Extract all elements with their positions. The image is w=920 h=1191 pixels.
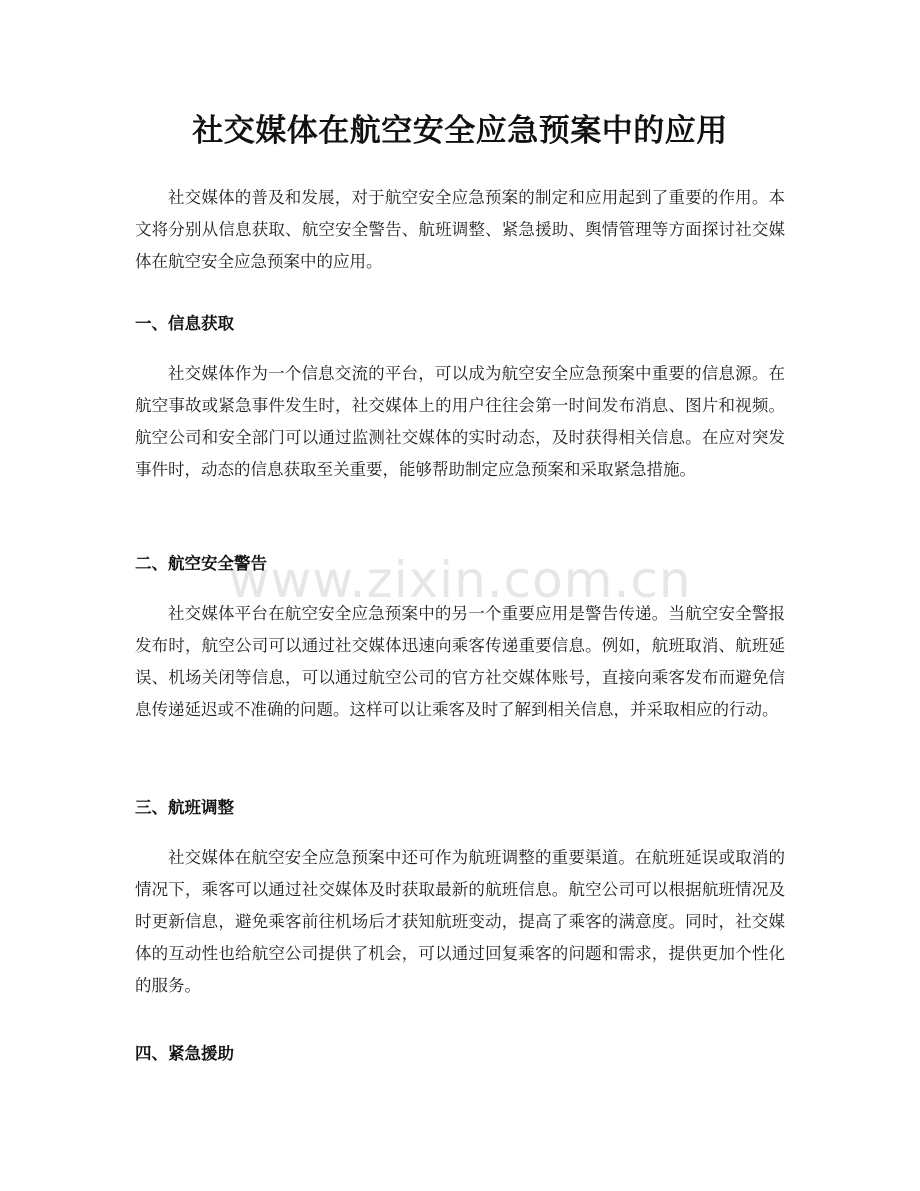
section-heading-flight-adjustment: 三、航班调整 [135, 798, 234, 817]
document-title: 社交媒体在航空安全应急预案中的应用 [192, 113, 728, 149]
section-body-safety-warning: 社交媒体平台在航空安全应急预案中的另一个重要应用是警告传递。当航空安全警报发布时，航空公司可以通过社交媒体迅速向乘客传递重要信息。例如，航班取消、航班延误、机场关闭等信息，可以通过航空公司的官方社交媒体账号，直接向乘客发布而避免信息传递延迟或不准确的问题。这样可以让乘客及时了解到相关信息，并采取相应的行动。 [135, 604, 785, 719]
intro-paragraph: 社交媒体的普及和发展，对于航空安全应急预案的制定和应用起到了重要的作用。本文将分别从信息获取、航空安全警告、航班调整、紧急援助、舆情管理等方面探讨社交媒体在航空安全应急预案中的应用。 [135, 188, 785, 271]
section-body-flight-adjustment: 社交媒体在航空安全应急预案中还可作为航班调整的重要渠道。在航班延误或取消的情况下，乘客可以通过社交媒体及时获取最新的航班信息。航空公司可以根据航班情况及时更新信息，避免乘客前往机场后才获知航班变动，提高了乘客的满意度。同时，社交媒体的互动性也给航空公司提供了机会，可以通过回复乘客的问题和需求，提供更加个性化的服务。 [135, 848, 785, 995]
section-body-info-acquisition: 社交媒体作为一个信息交流的平台，可以成为航空安全应急预案中重要的信息源。在航空事故或紧急事件发生时，社交媒体上的用户往往会第一时间发布消息、图片和视频。航空公司和安全部门可以通过监测社交媒体的实时动态，及时获得相关信息。在应对突发事件时，动态的信息获取至关重要，能够帮助制定应急预案和采取紧急措施。 [135, 364, 785, 479]
watermark: www.zixin.com.cn [228, 551, 692, 609]
section-heading-emergency-aid: 四、紧急援助 [135, 1044, 234, 1063]
section-heading-info-acquisition: 一、信息获取 [135, 314, 234, 333]
section-heading-safety-warning: 二、航空安全警告 [135, 554, 267, 573]
